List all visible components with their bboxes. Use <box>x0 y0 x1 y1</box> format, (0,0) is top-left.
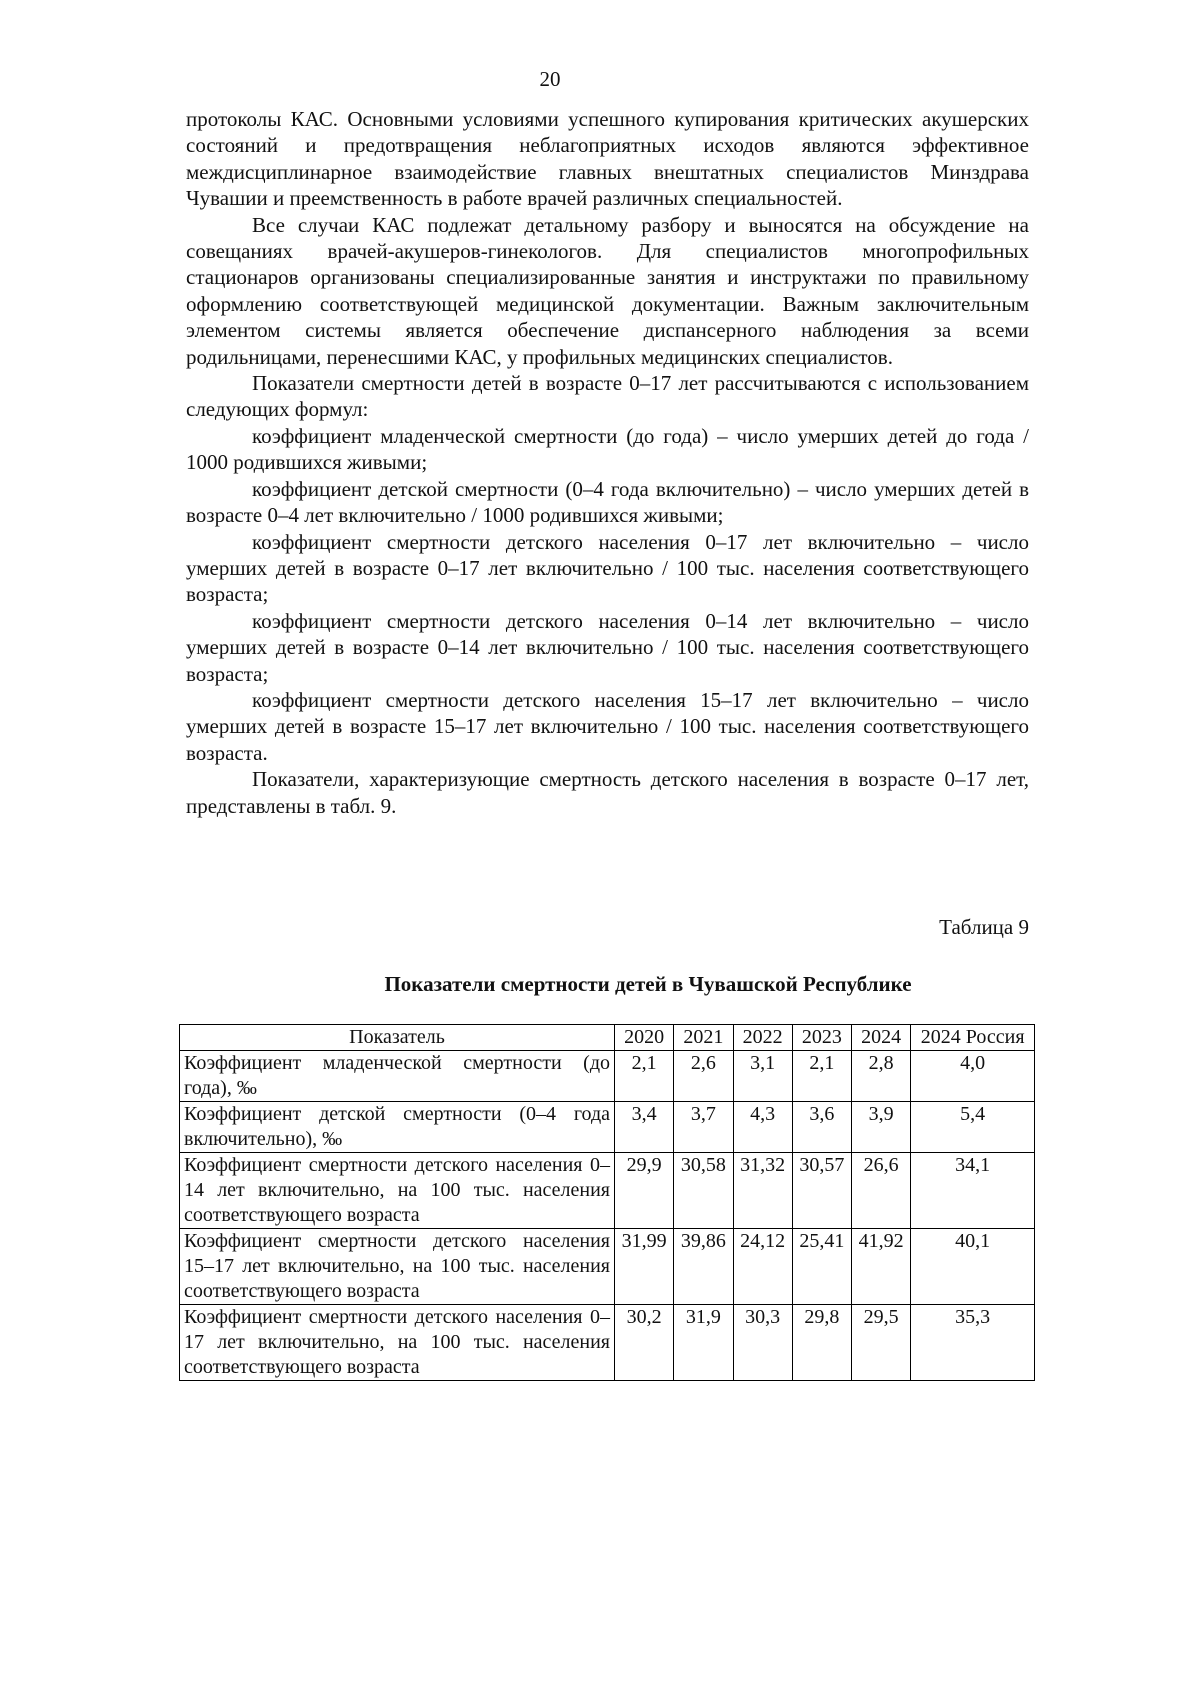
value-cell: 34,1 <box>911 1153 1035 1229</box>
paragraph: Все случаи КАС подлежат детальному разбору и выносятся на обсуждение на совещаниях врачей-акушеров-гинекологов. Для специалистов многопрофильных стационаров организованы специализированные занятия и инструктажи по правильному оформлению соответствующей медицинской документации. Важным заключительным элементом системы является обеспечение диспансерного наблюдения за всеми родильницами, перенесшими КАС, у профильных медицинских специалистов. <box>186 212 1029 369</box>
paragraph: Показатели смертности детей в возрасте 0–17 лет рассчитываются с использованием следующих формул: <box>186 371 1029 422</box>
paragraph: коэффициент младенческой смертности (до года) – число умерших детей до года / 1000 родившихся живыми; <box>186 423 1029 475</box>
value-cell: 24,12 <box>733 1229 792 1305</box>
value-cell: 3,9 <box>852 1102 911 1153</box>
value-cell: 4,3 <box>733 1102 792 1153</box>
table-title: Показатели смертности детей в Чувашской Республике <box>384 972 912 996</box>
value-cell: 40,1 <box>911 1229 1035 1305</box>
value-cell: 2,1 <box>615 1051 674 1102</box>
value-cell: 3,6 <box>792 1102 851 1153</box>
value-cell: 29,5 <box>852 1305 911 1381</box>
value-cell: 31,9 <box>674 1305 733 1381</box>
value-cell: 29,9 <box>615 1153 674 1229</box>
value-cell: 30,58 <box>674 1153 733 1229</box>
table-row <box>180 1153 1035 1229</box>
table-row <box>180 1229 1035 1305</box>
value-cell: 5,4 <box>911 1102 1035 1153</box>
value-cell: 30,57 <box>792 1153 851 1229</box>
value-cell: 39,86 <box>674 1229 733 1305</box>
header-cell: Показатель <box>180 1025 615 1051</box>
value-cell: 31,32 <box>733 1153 792 1229</box>
value-cell: 35,3 <box>911 1305 1035 1381</box>
row-label: Коэффициент младенческой смертности (до года), ‰ <box>180 1051 615 1102</box>
table-row <box>180 1051 1035 1102</box>
value-cell: 30,3 <box>733 1305 792 1381</box>
value-cell: 31,99 <box>615 1229 674 1305</box>
header-cell: 2024 Россия <box>911 1025 1035 1051</box>
value-cell: 41,92 <box>852 1229 911 1305</box>
table-header-row <box>180 1025 1035 1051</box>
value-cell: 3,1 <box>733 1051 792 1102</box>
paragraph: протоколы КАС. Основными условиями успешного купирования критических акушерских состояний и предотвращения неблагоприятных исходов являются эффективное междисциплинарное взаимодействие главных внештатных специалистов Минздрава Чувашии и преемственность в работе врачей различных специальностей. <box>186 107 1029 211</box>
body-text <box>186 106 1029 819</box>
value-cell: 3,4 <box>615 1102 674 1153</box>
table-row <box>180 1102 1035 1153</box>
paragraph: коэффициент смертности детского населения 0–14 лет включительно – число умерших детей в возрасте 0–14 лет включительно / 100 тыс. населения соответствующего возраста; <box>186 608 1029 686</box>
value-cell: 2,8 <box>852 1051 911 1102</box>
paragraph: коэффициент смертности детского населения 0–17 лет включительно – число умерших детей в возрасте 0–17 лет включительно / 100 тыс. населения соответствующего возраста; <box>186 529 1029 607</box>
row-label: Коэффициент детской смертности (0–4 года включительно), ‰ <box>180 1102 615 1153</box>
table-caption: Таблица 9 <box>939 915 1029 939</box>
value-cell: 26,6 <box>852 1153 911 1229</box>
header-cell: 2020 <box>615 1025 674 1051</box>
paragraph: коэффициент детской смертности (0–4 года включительно) – число умерших детей в возрасте 0–4 лет включительно / 1000 родившихся живыми; <box>186 476 1029 528</box>
header-cell: 2023 <box>792 1025 851 1051</box>
value-cell: 3,7 <box>674 1102 733 1153</box>
paragraph: Показатели, характеризующие смертность детского населения в возрасте 0–17 лет, представлены в табл. 9. <box>186 767 1029 818</box>
row-label: Коэффициент смертности детского населения 15–17 лет включительно, на 100 тыс. населения соответствующего возраста <box>180 1229 615 1305</box>
value-cell: 2,6 <box>674 1051 733 1102</box>
value-cell: 29,8 <box>792 1305 851 1381</box>
row-label: Коэффициент смертности детского населения 0–14 лет включительно, на 100 тыс. населения соответствующего возраста <box>180 1153 615 1229</box>
mortality-table <box>179 1024 1035 1381</box>
value-cell: 4,0 <box>911 1051 1035 1102</box>
paragraph: коэффициент смертности детского населения 15–17 лет включительно – число умерших детей в возрасте 15–17 лет включительно / 100 тыс. населения соответствующего возраста. <box>186 687 1029 765</box>
table-row <box>180 1305 1035 1381</box>
header-cell: 2022 <box>733 1025 792 1051</box>
header-cell: 2021 <box>674 1025 733 1051</box>
value-cell: 30,2 <box>615 1305 674 1381</box>
row-label: Коэффициент смертности детского населения 0–17 лет включительно, на 100 тыс. населения соответствующего возраста <box>180 1305 615 1381</box>
header-cell: 2024 <box>852 1025 911 1051</box>
value-cell: 2,1 <box>792 1051 851 1102</box>
value-cell: 25,41 <box>792 1229 851 1305</box>
page-number: 20 <box>539 67 561 91</box>
